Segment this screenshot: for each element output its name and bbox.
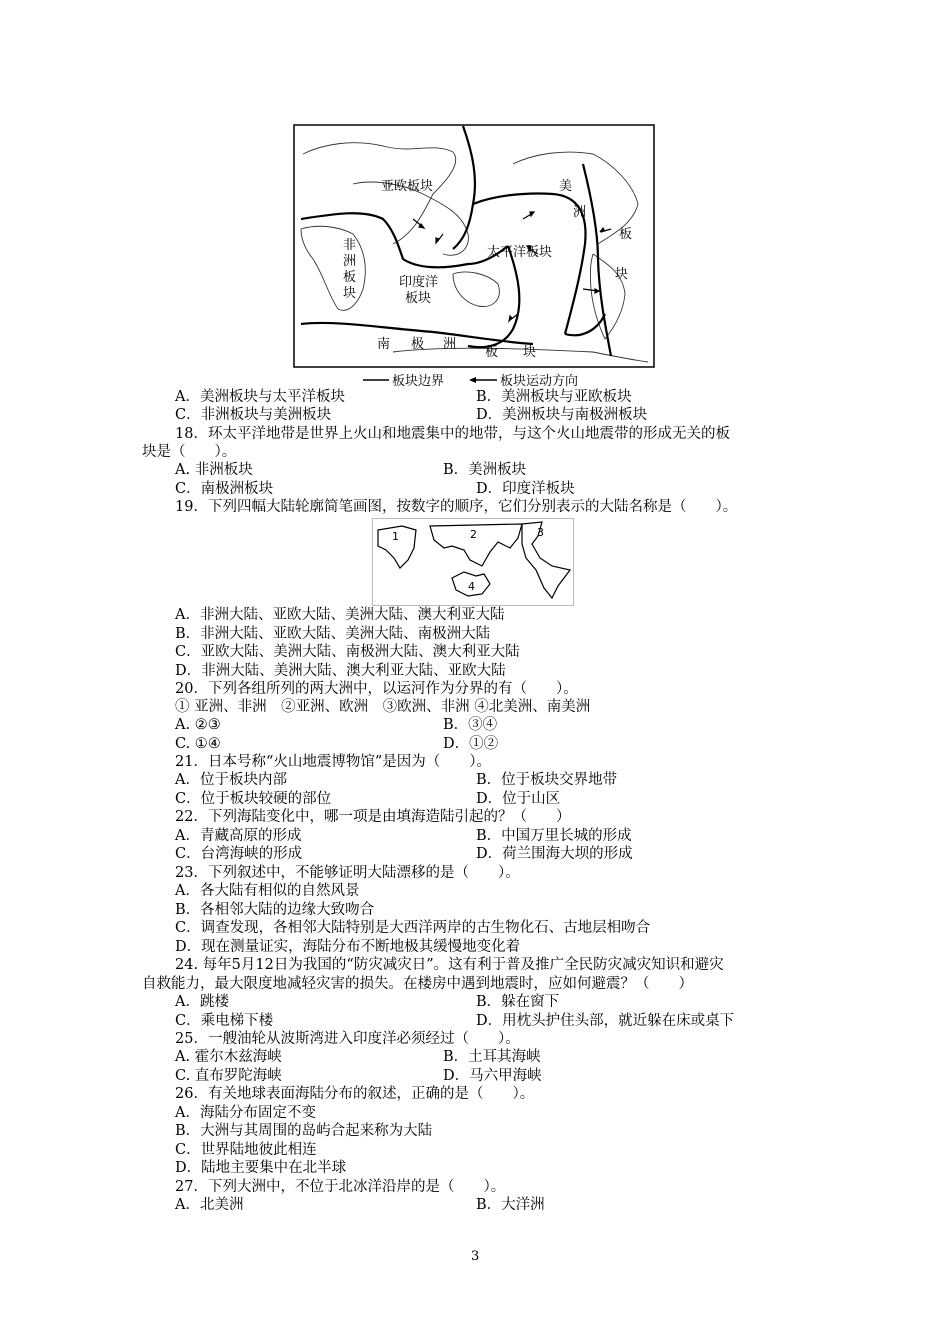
q20-items: ① 亚洲、非洲 ②亚洲、欧洲 ③欧洲、非洲 ④北美洲、南美洲: [175, 699, 591, 715]
q18-option-b: B．美洲板块: [443, 462, 527, 478]
q23-option-d: D．现在测量证实，海陆分布不断地极其缓慢地变化着: [175, 939, 521, 955]
q24-option-d: D．用枕头护住头部，就近躲在床或桌下: [476, 1013, 735, 1029]
q27-stem: 27．下列大洲中，不位于北冰洋沿岸的是（ ）。: [175, 1179, 506, 1195]
q25-option-a: A. 霍尔木兹海峡: [175, 1049, 282, 1065]
q17-option-c: C．非洲板块与美洲板块: [175, 407, 332, 423]
q26-option-a: A．海陆分布固定不变: [175, 1105, 316, 1121]
q19-option-b: B．非洲大陆、亚欧大陆、美洲大陆、南极洲大陆: [175, 626, 491, 642]
legend-direction-text: 板块运动方向: [500, 374, 579, 389]
q24-option-a: A．跳楼: [175, 994, 229, 1010]
map-label-africa-1: 非: [343, 238, 357, 253]
q25-stem: 25．一艘油轮从波斯湾进入印度洋必须经过（ ）。: [175, 1031, 520, 1047]
map-label-africa-2: 洲: [343, 254, 357, 269]
q26-stem: 26．有关地球表面海陆分布的叙述，正确的是（ ）。: [175, 1086, 535, 1102]
q25-option-b: B．土耳其海峡: [443, 1049, 541, 1065]
map-label-pacific: 太平洋板块: [487, 245, 553, 260]
q25-option-d: D．马六甲海峡: [443, 1068, 542, 1084]
q18-option-c: C．南极洲板块: [175, 481, 274, 497]
map-label-antarctic-2: 极: [411, 337, 425, 352]
q20-option-d: D．①②: [443, 736, 499, 752]
map-label-america-4: 块: [615, 267, 629, 282]
q17-option-a: A．美洲板块与太平洋板块: [175, 389, 345, 405]
q21-option-c: C．位于板块较硬的部位: [175, 791, 332, 807]
legend-arrow-icon: [469, 377, 476, 383]
q18-option-a: A. 非洲板块: [175, 462, 253, 478]
q27-option-a: A．北美洲: [175, 1197, 244, 1213]
page-number: 3: [471, 1249, 480, 1264]
map-label-antarctic-5: 块: [523, 345, 537, 360]
legend-boundary-text: 板块边界: [392, 374, 445, 389]
q25-option-c: C. 直布罗陀海峡: [175, 1068, 282, 1084]
q24-stem-cont: 自救能力，最大限度地减轻灾害的损失。在楼房中遇到地震时，应如何避震？（ ）: [142, 976, 693, 992]
q21-option-d: D．位于山区: [476, 791, 561, 807]
q18-option-d: D．印度洋板块: [476, 481, 575, 497]
q21-option-b: B．位于板块交界地带: [476, 772, 618, 788]
map-label-indian-2: 板块: [405, 291, 432, 306]
q24-option-b: B．躲在窗下: [476, 994, 560, 1010]
q22-option-a: A．青藏高原的形成: [175, 828, 302, 844]
map-label-africa-4: 块: [343, 286, 357, 301]
q22-option-d: D．荷兰围海大坝的形成: [476, 846, 633, 862]
map-label-america-1: 美: [559, 179, 573, 194]
continent-label-1: 1: [392, 530, 399, 543]
continent-outlines: [372, 518, 574, 606]
q22-option-b: B．中国万里长城的形成: [476, 828, 632, 844]
map-label-africa-3: 板: [343, 270, 357, 285]
continent-label-3: 3: [537, 526, 544, 539]
q26-option-d: D．陆地主要集中在北半球: [175, 1160, 347, 1176]
q19-option-a: A．非洲大陆、亚欧大陆、美洲大陆、澳大利亚大陆: [175, 607, 505, 623]
q23-stem: 23．下列叙述中，不能够证明大陆漂移的是（ ）。: [175, 865, 520, 881]
q24-option-c: C．乘电梯下楼: [175, 1013, 274, 1029]
q26-option-b: B．大洲与其周围的岛屿合起来称为大陆: [175, 1123, 433, 1139]
q26-option-c: C．世界陆地彼此相连: [175, 1142, 317, 1158]
q23-option-c: C．调查发现，各相邻大陆特别是大西洋两岸的古生物化石、古地层相吻合: [175, 920, 651, 936]
q23-option-a: A．各大陆有相似的自然风景: [175, 883, 360, 899]
q17-option-d: D．美洲板块与南极洲板块: [476, 407, 648, 423]
map-label-antarctic-3: 洲: [443, 337, 457, 352]
q19-stem: 19．下列四幅大陆轮廓简笔画图，按数字的顺序，它们分别表示的大陆名称是（ ）。: [175, 499, 738, 515]
map-label-america-2: 洲: [573, 205, 587, 220]
q18-stem: 18．环太平洋地带是世界上火山和地震集中的地带，与这个火山地震带的形成无关的板: [175, 426, 730, 442]
q19-option-d: D．非洲大陆、美洲大陆、澳大利亚大陆、亚欧大陆: [175, 663, 506, 679]
q18-stem-cont: 块是（ ）。: [142, 444, 237, 460]
q20-stem: 20．下列各组所列的两大洲中，以运河作为分界的有（ ）。: [175, 681, 578, 697]
q19-option-c: C．亚欧大陆、美洲大陆、南极洲大陆、澳大利亚大陆: [175, 644, 520, 660]
q17-option-b: B．美洲板块与亚欧板块: [476, 389, 632, 405]
q23-option-b: B．各相邻大陆的边缘大致吻合: [175, 902, 375, 918]
q27-option-b: B．大洋洲: [476, 1197, 545, 1213]
map-label-america-3: 板: [619, 227, 633, 242]
q21-option-a: A．位于板块内部: [175, 772, 287, 788]
map-label-antarctic-4: 板: [485, 345, 499, 360]
map-label-antarctic-1: 南: [377, 337, 391, 352]
continent-label-2: 2: [470, 528, 477, 541]
q20-option-c: C. ①④: [175, 736, 221, 752]
q24-stem: 24. 每年5月12日为我国的“防灾减灾日”。这有利于普及推广全民防灾减灾知识和避灾: [175, 957, 724, 973]
q20-option-a: A. ②③: [175, 717, 221, 733]
plate-map: [293, 124, 655, 390]
q21-stem: 21．日本号称“火山地震博物馆”是因为（ ）。: [175, 754, 492, 770]
q20-option-b: B．③④: [443, 717, 498, 733]
q22-option-c: C．台湾海峡的形成: [175, 846, 303, 862]
q22-stem: 22．下列海陆变化中，哪一项是由填海造陆引起的？（ ）: [175, 809, 571, 825]
map-label-eurasia: 亚欧板块: [381, 179, 434, 194]
continent-label-4: 4: [468, 580, 475, 593]
map-label-indian-1: 印度洋: [399, 275, 439, 290]
